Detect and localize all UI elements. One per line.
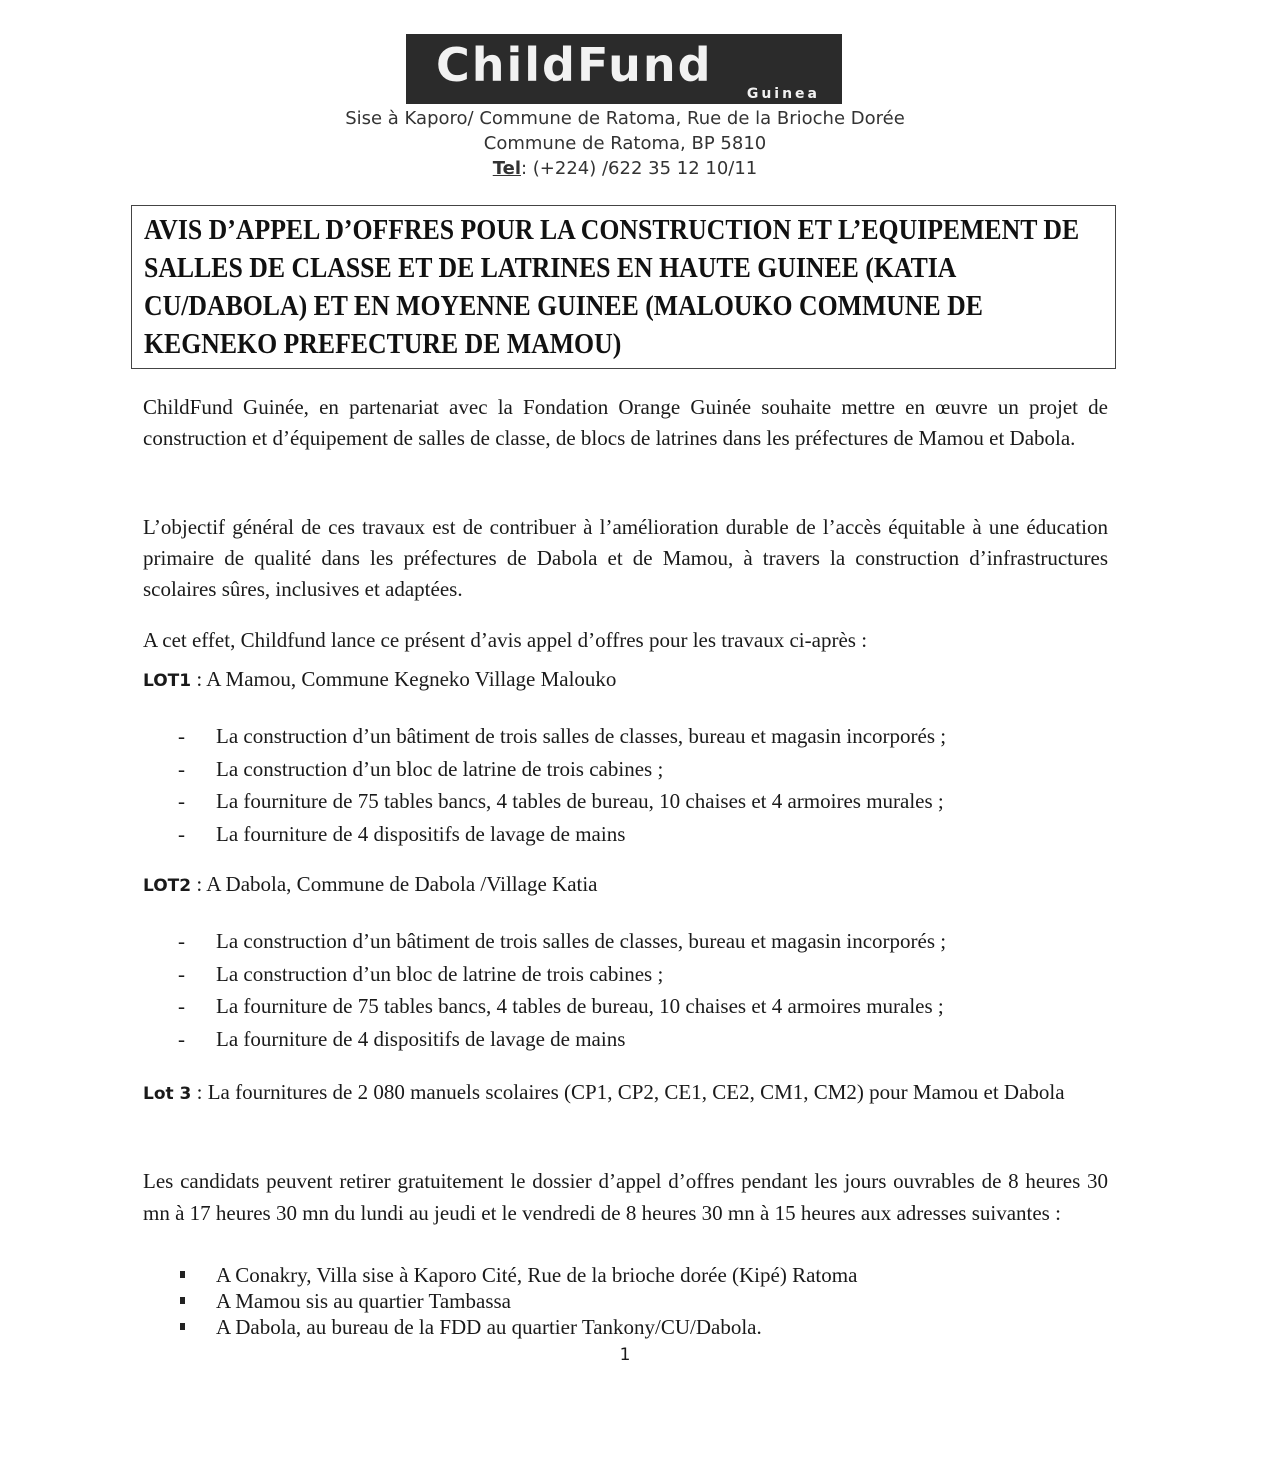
list-item-text: La construction d’un bâtiment de trois salles de classes, bureau et magasin incorporés ;: [216, 929, 947, 953]
list-item-text: La fourniture de 4 dispositifs de lavage de mains: [216, 1026, 626, 1051]
withdrawal-paragraph: Les candidats peuvent retirer gratuitement le dossier d’appel d’offres pendant les jours ouvrables de 8 heures 30 mn à 17 heures 30 mn du lundi au jeudi et le vendredi de 8 heures 30 mn à 15 heures aux adresses suivantes :: [143, 1169, 1108, 1225]
address-text: A Dabola, au bureau de la FDD au quartier Tankony/CU/Dabola.: [216, 1315, 762, 1339]
lot1-heading: [143, 667, 616, 692]
lot3-heading: [143, 1076, 1108, 1110]
lot2-description: : A Dabola, Commune de Dabola /Village Katia: [191, 872, 598, 896]
list-item: [178, 818, 946, 851]
lot2-label: LOT2: [143, 876, 192, 896]
lot3-label: Lot 3: [143, 1084, 192, 1104]
tel-value: : (+224) /622 35 12 10/11: [521, 158, 758, 179]
title-box: [131, 205, 1116, 369]
dash-marker: -: [178, 961, 185, 986]
list-item: [178, 958, 946, 991]
objective-paragraph: L’objectif général de ces travaux est de contribuer à l’amélioration durable de l’accès équitable à une éducation primaire de qualité dans les préfectures de Dabola et de Mamou, à travers la construction d’infrastructures scolaires sûres, inclusives et adaptées.: [143, 515, 1108, 601]
list-item-text: La fourniture de 75 tables bancs, 4 tables de bureau, 10 chaises et 4 armoires murales ;: [216, 789, 944, 813]
childfund-logo: [406, 34, 842, 104]
square-bullet-icon: [180, 1271, 185, 1278]
dash-marker: -: [178, 1026, 185, 1051]
dash-marker: -: [178, 756, 185, 781]
dash-marker: -: [178, 994, 185, 1018]
list-item-text: La construction d’un bâtiment de trois salles de classes, bureau et magasin incorporés ;: [216, 724, 947, 748]
address-text: A Mamou sis au quartier Tambassa: [216, 1289, 512, 1313]
address-text: A Conakry, Villa sise à Kaporo Cité, Rue de la brioche dorée (Kipé) Ratoma: [216, 1263, 858, 1287]
dash-marker: -: [178, 821, 185, 846]
list-item-text: La construction d’un bloc de latrine de trois cabines ;: [216, 961, 664, 986]
logo-text: ChildFund: [436, 38, 713, 92]
address-line-1: Sise à Kaporo/ Commune de Ratoma, Rue de la Brioche Dorée: [345, 108, 905, 129]
list-item-text: La fourniture de 75 tables bancs, 4 tables de bureau, 10 chaises et 4 armoires murales ;: [216, 994, 944, 1018]
list-item: [178, 753, 946, 786]
list-item: [178, 990, 946, 1023]
list-item: [178, 720, 946, 753]
address-line-2: Commune de Ratoma, BP 5810: [483, 133, 767, 154]
list-item-text: La construction d’un bloc de latrine de trois cabines ;: [216, 756, 664, 781]
lot1-label: LOT1: [143, 671, 192, 691]
announcement-paragraph: A cet effet, Childfund lance ce présent d’avis appel d’offres pour les travaux ci-après :: [143, 628, 868, 652]
square-bullet-icon: [180, 1323, 185, 1330]
address-item: [178, 1314, 857, 1340]
intro-paragraph: ChildFund Guinée, en partenariat avec la Fondation Orange Guinée souhaite mettre en œuvre un projet de construction et d’équipement de salles de classe, de blocs de latrines dans les préfectures de Mamou et Dabola.: [143, 395, 1108, 450]
logo-subtext: Guinea: [746, 86, 820, 102]
list-item: [178, 1023, 946, 1056]
dash-marker: -: [178, 929, 185, 953]
address-item: [178, 1288, 857, 1314]
tel-label: Tel: [492, 158, 521, 179]
address-list: [178, 1262, 857, 1340]
dash-marker: -: [178, 789, 185, 813]
dash-marker: -: [178, 724, 185, 748]
square-bullet-icon: [180, 1297, 185, 1304]
list-item-text: La fourniture de 4 dispositifs de lavage de mains: [216, 821, 626, 846]
lot3-description: : La fournitures de 2 080 manuels scolaires (CP1, CP2, CE1, CE2, CM1, CM2) pour Mamou et Dabola: [191, 1080, 1065, 1104]
lot2-items: [178, 925, 946, 1055]
page-number: 1: [619, 1345, 631, 1365]
lot1-items: [178, 720, 946, 850]
lot1-description: : A Mamou, Commune Kegneko Village Malouko: [191, 667, 617, 691]
list-item: [178, 785, 946, 818]
address-item: [178, 1262, 857, 1288]
list-item: [178, 925, 946, 958]
telephone-line: [0, 158, 1250, 179]
lot2-heading: [143, 872, 598, 897]
document-title: AVIS D’APPEL D’OFFRES POUR LA CONSTRUCTION ET L’EQUIPEMENT DE SALLES DE CLASSE ET DE LATRINES EN HAUTE GUINEE (KATIA CU/DABOLA) ET EN MOYENNE GUINEE (MALOUKO COMMUNE DE KEGNEKO PREFECTURE DE MAMOU): [144, 215, 1080, 360]
